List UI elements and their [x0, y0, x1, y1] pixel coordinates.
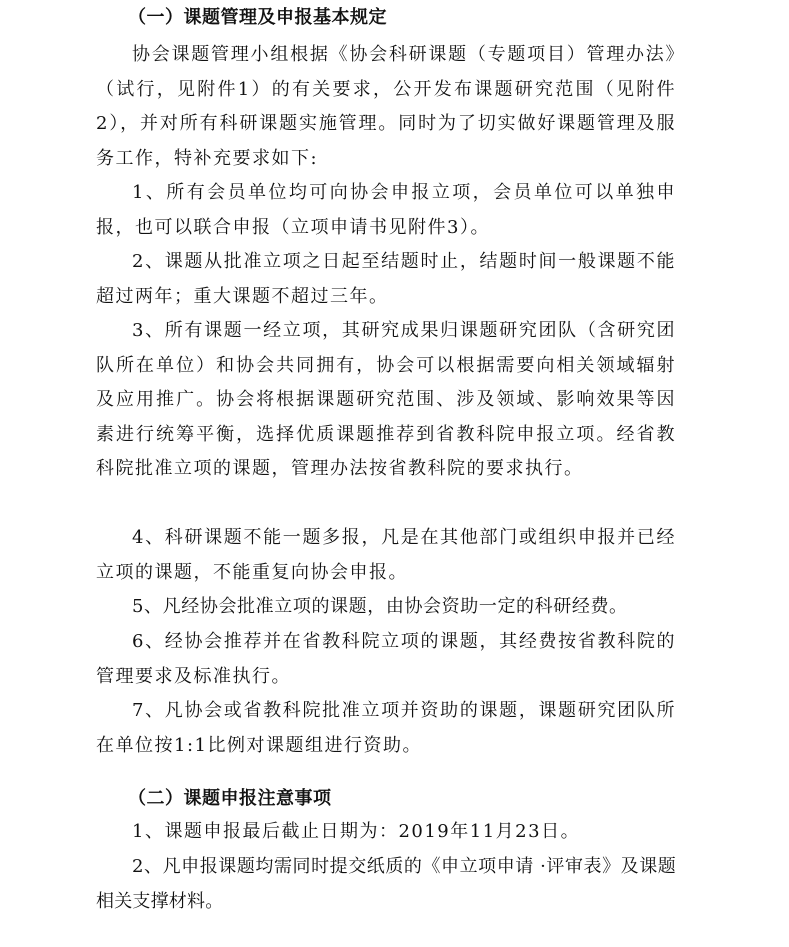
section-heading-1: （一）课题管理及申报基本规定	[128, 7, 387, 28]
paragraph-item-1: 1、所有会员单位均可向协会申报立项，会员单位可以单独申报，也可以联合申报（立项申请书见附件3）。	[96, 182, 676, 238]
paragraph-item-6: 6、经协会推荐并在省教科院立项的课题，其经费按省教科院的管理要求及标准执行。	[96, 631, 676, 687]
paragraph-item-7: 7、凡协会或省教科院批准立项并资助的课题，课题研究团队所在单位按1:1比例对课题组进行资助。	[96, 700, 676, 756]
paragraph-notice-2: 2、凡申报课题均需同时提交纸质的《申立项申请 ·评审表》及课题相关支撑材料。	[96, 856, 676, 912]
paragraph-item-5: 5、凡经协会批准立项的课题，由协会资助一定的科研经费。	[132, 596, 628, 617]
section-heading-2: （二）课题申报注意事项	[128, 788, 332, 809]
paragraph-notice-1: 1、课题申报最后截止日期为：2019年11月23日。	[132, 821, 581, 842]
paragraph-item-2: 2、课题从批准立项之日起至结题时止，结题时间一般课题不能超过两年；重大课题不超过三年。	[96, 251, 676, 307]
paragraph-item-3: 3、所有课题一经立项，其研究成果归课题研究团队（含研究团队所在单位）和协会共同拥有，协会可以根据需要向相关领域辐射及应用推广。协会将根据课题研究范围、涉及领域、影响效果等因素进行统筹平衡，选择优质课题推荐到省教科院申报立项。经省教科院批准立项的课题，管理办法按省教科院的要求执行。	[96, 320, 676, 479]
paragraph-intro: 协会课题管理小组根据《协会科研课题（专题项目）管理办法》（试行，见附件1）的有关要求，公开发布课题研究范围（见附件2），并对所有科研课题实施管理。同时为了切实做好课题管理及服务工作，特补充要求如下:	[96, 44, 676, 169]
paragraph-item-4: 4、科研课题不能一题多报，凡是在其他部门或组织申报并已经立项的课题，不能重复向协会申报。	[96, 527, 676, 583]
